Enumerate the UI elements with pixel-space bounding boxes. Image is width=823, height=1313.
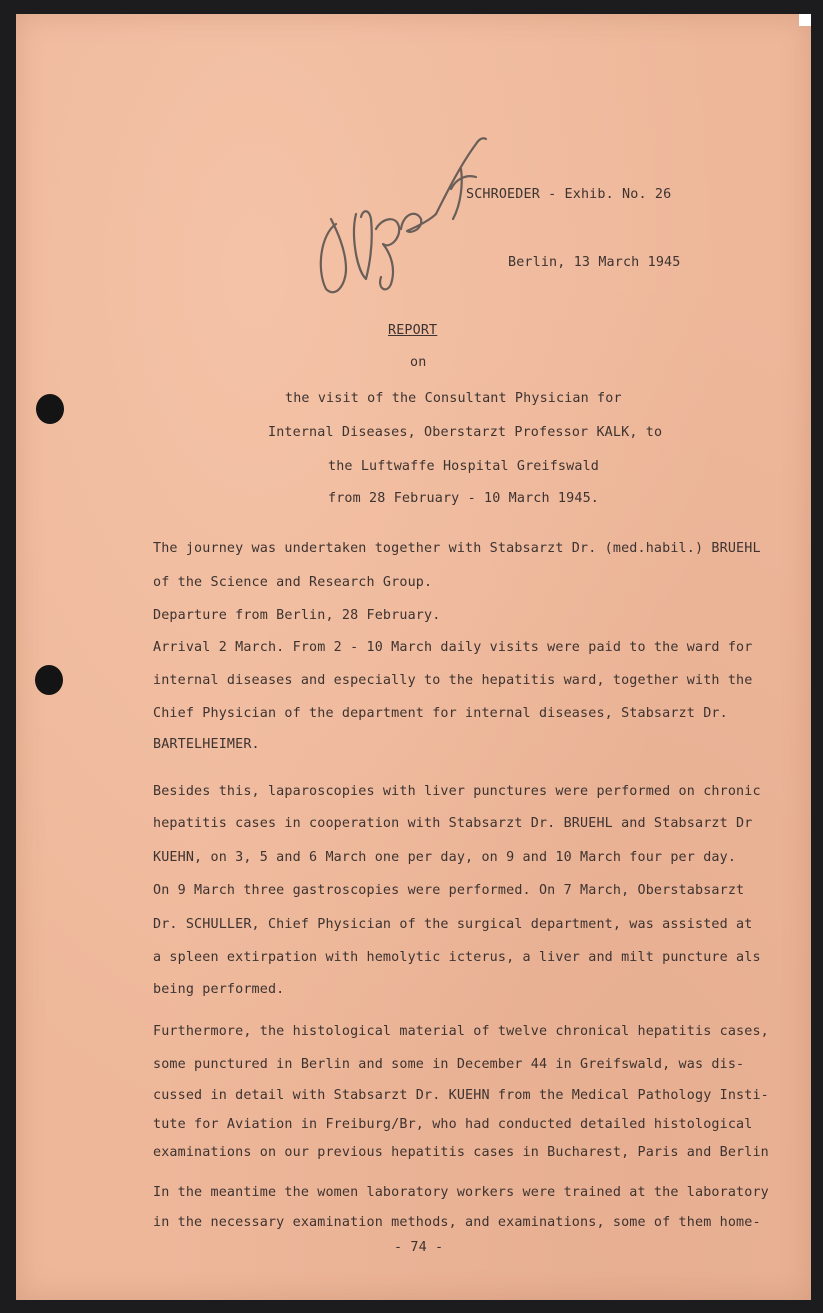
document-page <box>16 14 811 1300</box>
body-line: Furthermore, the histological material of twelve chronical hepatitis cases, <box>153 1024 769 1039</box>
title-line-visit: the visit of the Consultant Physician for <box>285 391 622 406</box>
body-line: Dr. SCHULLER, Chief Physician of the surgical department, was assisted at <box>153 917 753 932</box>
body-line: of the Science and Research Group. <box>153 575 433 590</box>
body-line: Arrival 2 March. From 2 - 10 March daily visits were paid to the ward for <box>153 640 753 655</box>
punch-hole-lower <box>35 665 63 695</box>
body-line: On 9 March three gastroscopies were performed. On 7 March, Oberstabsarzt <box>153 883 745 898</box>
body-line: examinations on our previous hepatitis cases in Bucharest, Paris and Berlin <box>153 1145 769 1160</box>
body-line: a spleen extirpation with hemolytic icterus, a liver and milt puncture als <box>153 950 761 965</box>
handwritten-signature <box>311 109 501 304</box>
body-line: in the necessary examination methods, and examinations, some of them home- <box>153 1215 761 1230</box>
exhibit-label: SCHROEDER - Exhib. No. 26 <box>466 187 672 202</box>
title-line-diseases: Internal Diseases, Oberstarzt Professor KALK, to <box>268 425 663 440</box>
report-heading: REPORT <box>388 323 438 338</box>
body-line: tute for Aviation in Freiburg/Br, who had conducted detailed histological <box>153 1117 753 1132</box>
body-line: being performed. <box>153 982 285 997</box>
title-line-dates: from 28 February - 10 March 1945. <box>328 491 599 506</box>
document-date: Berlin, 13 March 1945 <box>508 255 681 270</box>
body-line: KUEHN, on 3, 5 and 6 March one per day, on 9 and 10 March four per day. <box>153 850 737 865</box>
body-line: hepatitis cases in cooperation with Stabsarzt Dr. BRUEHL and Stabsarzt Dr <box>153 816 753 831</box>
body-line: In the meantime the women laboratory workers were trained at the laboratory <box>153 1185 769 1200</box>
body-line: cussed in detail with Stabsarzt Dr. KUEHN from the Medical Pathology Insti- <box>153 1088 769 1103</box>
punch-hole-upper <box>36 394 64 424</box>
body-line: Departure from Berlin, 28 February. <box>153 608 441 623</box>
page-number: - 74 - <box>394 1240 444 1255</box>
body-line: Chief Physician of the department for internal diseases, Stabsarzt Dr. <box>153 706 728 721</box>
body-line: The journey was undertaken together with Stabsarzt Dr. (med.habil.) BRUEHL <box>153 541 761 556</box>
body-line: BARTELHEIMER. <box>153 737 260 752</box>
title-line-hospital: the Luftwaffe Hospital Greifswald <box>328 459 599 474</box>
title-line-on: on <box>410 355 427 370</box>
body-line: internal diseases and especially to the hepatitis ward, together with the <box>153 673 753 688</box>
body-line: some punctured in Berlin and some in December 44 in Greifswald, was dis- <box>153 1057 745 1072</box>
corner-mark <box>799 14 811 26</box>
body-line: Besides this, laparoscopies with liver punctures were performed on chronic <box>153 784 761 799</box>
